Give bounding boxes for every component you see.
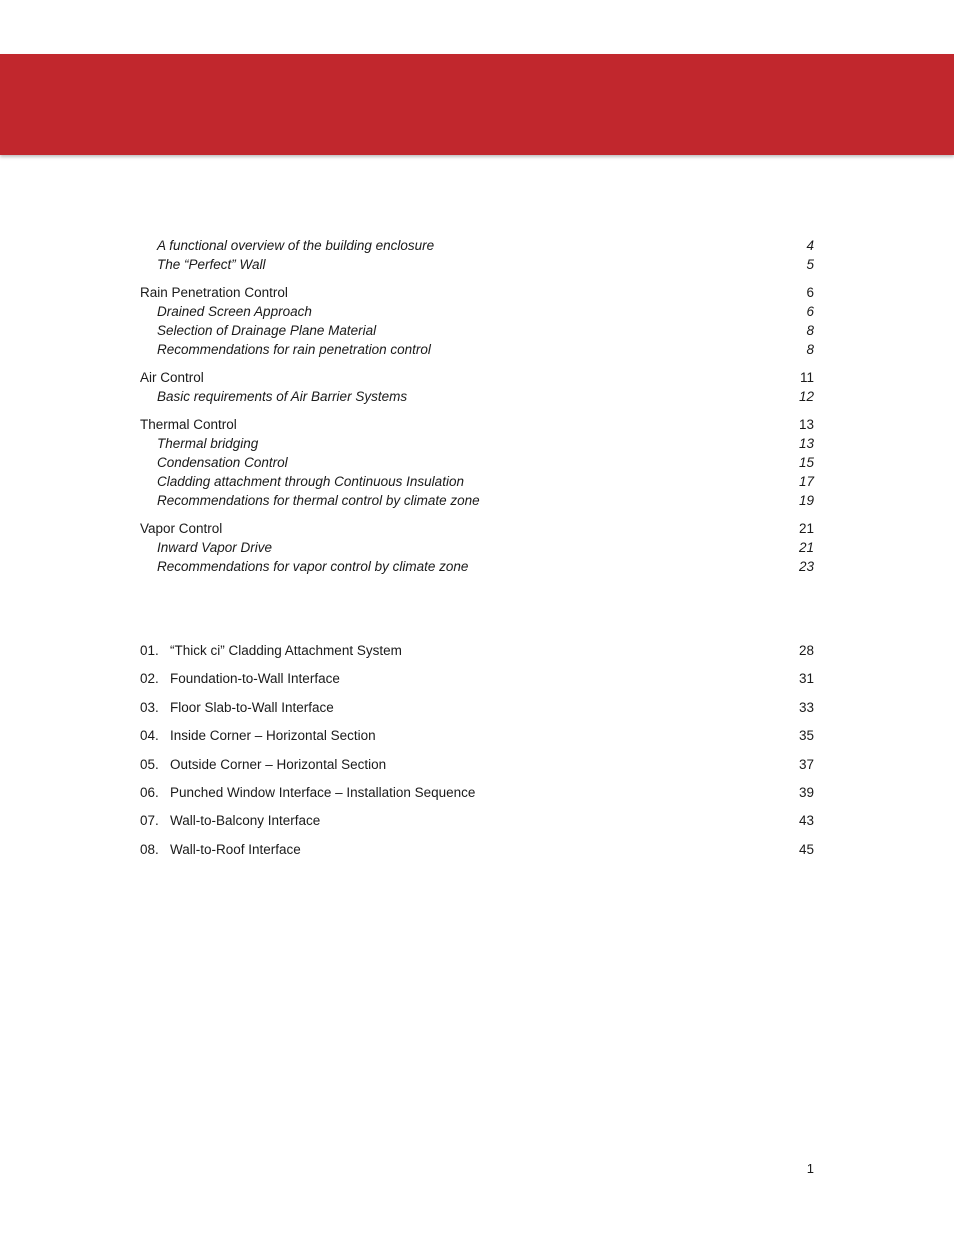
toc-section-page: 11 [799, 370, 814, 385]
toc-subentry-page: 6 [806, 304, 814, 319]
page-number: 1 [806, 1161, 814, 1176]
detail-title: Wall-to-Roof Interface [170, 841, 301, 857]
toc-subentry[interactable] [140, 236, 814, 255]
toc-subentry[interactable] [140, 302, 814, 321]
detail-title: Inside Corner – Horizontal Section [170, 728, 376, 744]
details-table-of-contents [140, 640, 814, 867]
toc-section-vapor [140, 519, 814, 576]
toc-subentry[interactable] [140, 255, 814, 274]
toc-subentry[interactable] [140, 557, 814, 576]
toc-subentry-title: Drained Screen Approach [157, 304, 312, 319]
detail-entry[interactable] [140, 839, 814, 867]
toc-subentry[interactable] [140, 472, 814, 491]
toc-subentry[interactable] [140, 453, 814, 472]
toc-section-page: 6 [806, 285, 814, 300]
toc-subentry-page: 4 [806, 238, 814, 253]
toc-section-rain [140, 283, 814, 359]
toc-subentry-page: 23 [798, 559, 814, 574]
toc-subentry-page: 8 [806, 323, 814, 338]
detail-number: 04. [140, 728, 159, 744]
detail-entry[interactable] [140, 754, 814, 782]
detail-entry[interactable] [140, 782, 814, 810]
toc-subentry-title: Condensation Control [157, 455, 288, 470]
detail-number: 03. [140, 699, 159, 715]
detail-page: 35 [798, 728, 814, 744]
detail-title: Wall-to-Balcony Interface [170, 813, 321, 829]
toc-subentry-title: Selection of Drainage Plane Material [157, 323, 377, 338]
detail-page: 31 [798, 671, 814, 687]
detail-entry[interactable] [140, 668, 814, 696]
toc-section-title: Air Control [140, 370, 204, 385]
toc-subentry-title: Thermal bridging [157, 436, 259, 451]
detail-number: 06. [140, 784, 159, 800]
toc-subentry-page: 8 [806, 342, 814, 357]
detail-number: 02. [140, 671, 159, 687]
toc-subentry-title: Inward Vapor Drive [157, 540, 273, 555]
detail-entry[interactable] [140, 640, 814, 668]
toc-subentry[interactable] [140, 538, 814, 557]
toc-subentry-title: The “Perfect” Wall [157, 257, 266, 272]
detail-page: 37 [798, 756, 814, 772]
detail-title: Punched Window Interface – Installation Sequence [170, 784, 476, 800]
toc-subentry[interactable] [140, 434, 814, 453]
toc-subentry-title: Basic requirements of Air Barrier Systems [157, 389, 408, 404]
toc-subentry-title: Recommendations for vapor control by climate zone [157, 559, 469, 574]
detail-number: 01. [140, 643, 159, 658]
toc-subentry-page: 13 [798, 436, 814, 451]
toc-subentry-page: 5 [806, 257, 814, 272]
detail-page: 45 [798, 841, 814, 857]
detail-number: 05. [140, 756, 159, 772]
toc-subentry-page: 21 [798, 540, 814, 555]
detail-page: 43 [798, 813, 814, 829]
toc-subentry-page: 12 [798, 389, 814, 404]
toc-subentry[interactable] [140, 491, 814, 510]
toc-subentry[interactable] [140, 340, 814, 359]
table-of-contents [140, 236, 814, 585]
toc-section-heading[interactable] [140, 368, 814, 387]
toc-section-air [140, 368, 814, 406]
detail-title: Outside Corner – Horizontal Section [170, 756, 387, 772]
detail-title: Foundation-to-Wall Interface [170, 671, 340, 687]
toc-subentry-title: Recommendations for rain penetration control [157, 342, 431, 357]
toc-subentry-title: A functional overview of the building enclosure [157, 238, 435, 253]
toc-section-page: 21 [798, 521, 814, 536]
detail-number: 07. [140, 813, 159, 829]
toc-subentry[interactable] [140, 321, 814, 340]
toc-subentry[interactable] [140, 387, 814, 406]
toc-section-thermal [140, 415, 814, 510]
detail-entry[interactable] [140, 810, 814, 838]
toc-section-title: Vapor Control [140, 521, 223, 536]
detail-title: Floor Slab-to-Wall Interface [170, 699, 334, 715]
detail-number: 08. [140, 841, 159, 857]
toc-subentry-page: 15 [798, 455, 814, 470]
toc-section-heading[interactable] [140, 415, 814, 434]
detail-title: “Thick ci” Cladding Attachment System [170, 643, 402, 658]
toc-subentry-title: Recommendations for thermal control by climate zone [157, 493, 480, 508]
toc-subentry-page: 17 [798, 474, 814, 489]
header-banner [0, 54, 954, 155]
toc-section-title: Thermal Control [140, 417, 237, 432]
toc-section-title: Rain Penetration Control [140, 285, 288, 300]
detail-page: 39 [798, 784, 814, 800]
toc-section-heading[interactable] [140, 519, 814, 538]
toc-intro-group [140, 236, 814, 274]
detail-entry[interactable] [140, 697, 814, 725]
toc-subentry-page: 19 [798, 493, 814, 508]
detail-page: 28 [798, 643, 814, 658]
detail-entry[interactable] [140, 725, 814, 753]
toc-subentry-title: Cladding attachment through Continuous Insulation [157, 474, 464, 489]
toc-section-heading[interactable] [140, 283, 814, 302]
toc-section-page: 13 [798, 417, 814, 432]
detail-page: 33 [798, 699, 814, 715]
